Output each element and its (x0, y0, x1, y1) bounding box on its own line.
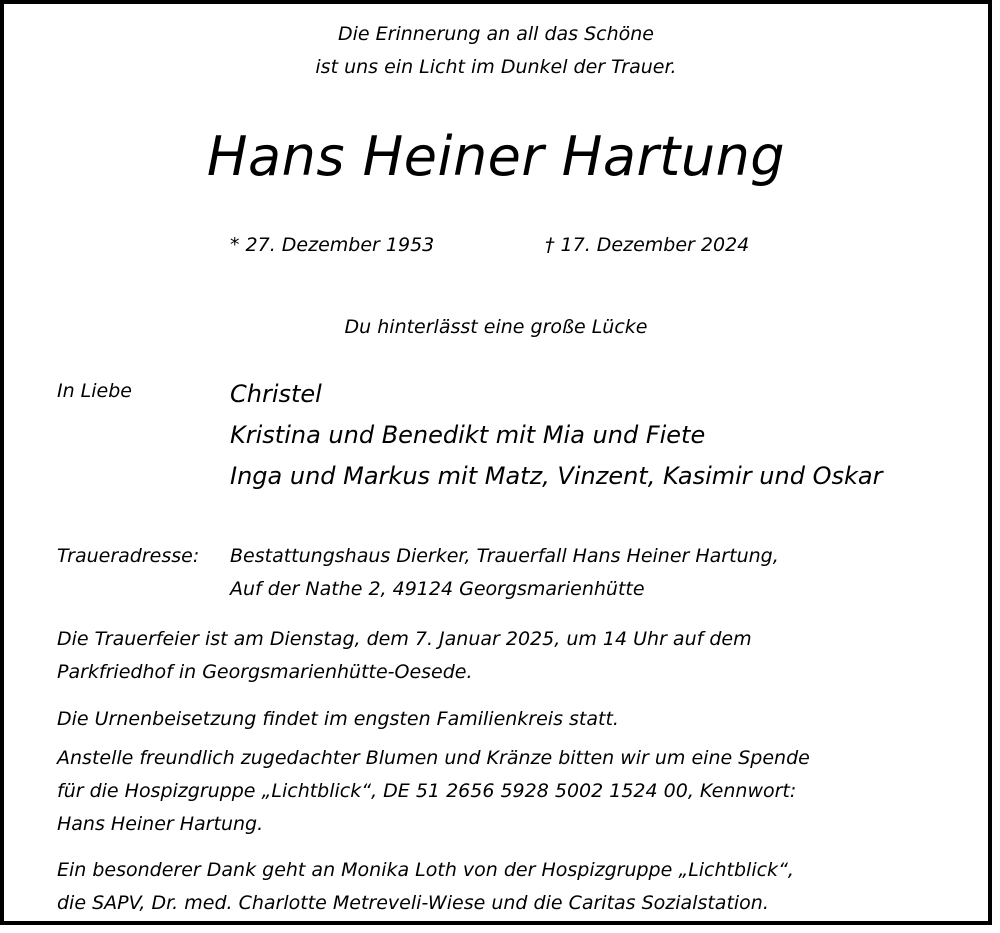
paragraph-line: für die Hospizgruppe „Lichtblick“, DE 51 2656 5928 5002 1524 00, Kennwort: (57, 780, 797, 802)
mourner-line: Inga und Markus mit Matz, Vinzent, Kasimir und Oskar (230, 462, 883, 490)
funeral-info-paragraph (57, 623, 752, 689)
address-label: Traueradresse: (57, 545, 200, 567)
paragraph-line: Parkfriedhof in Georgsmarienhütte-Oesede. (57, 661, 473, 683)
thanks-paragraph (57, 854, 794, 920)
paragraph-line: die SAPV, Dr. med. Charlotte Metreveli-Wiese und die Caritas Sozialstation. (57, 892, 769, 914)
deceased-name: Hans Heiner Hartung (206, 125, 786, 188)
address-line: Bestattungshaus Dierker, Trauerfall Hans Heiner Hartung, (230, 545, 779, 567)
address-line: Auf der Nathe 2, 49124 Georgsmarienhütte (230, 578, 645, 600)
motto-line: Die Erinnerung an all das Schöne (337, 23, 654, 45)
paragraph-line: Die Urnenbeisetzung findet im engsten Familienkreis statt. (57, 708, 619, 730)
motto-line: ist uns ein Licht im Dunkel der Trauer. (315, 56, 677, 78)
urn-burial-paragraph (57, 703, 619, 736)
paragraph-line: Die Trauerfeier ist am Dienstag, dem 7. Januar 2025, um 14 Uhr auf dem (57, 628, 752, 650)
subline: Du hinterlässt eine große Lücke (344, 316, 648, 338)
donation-paragraph (57, 742, 810, 841)
paragraph-line: Ein besonderer Dank geht an Monika Loth von der Hospizgruppe „Lichtblick“, (57, 859, 794, 881)
mourner-line: Kristina und Benedikt mit Mia und Fiete (230, 421, 706, 449)
birth-date: * 27. Dezember 1953 (230, 234, 435, 256)
death-date: † 17. Dezember 2024 (545, 234, 750, 256)
paragraph-line: Hans Heiner Hartung. (57, 813, 264, 835)
mourners-label: In Liebe (57, 380, 132, 402)
paragraph-line: Anstelle freundlich zugedachter Blumen und Kränze bitten wir um eine Spende (57, 747, 810, 769)
address (230, 540, 779, 606)
mourners-list (230, 374, 882, 497)
mourner-line: Christel (230, 380, 322, 408)
motto (4, 18, 988, 84)
